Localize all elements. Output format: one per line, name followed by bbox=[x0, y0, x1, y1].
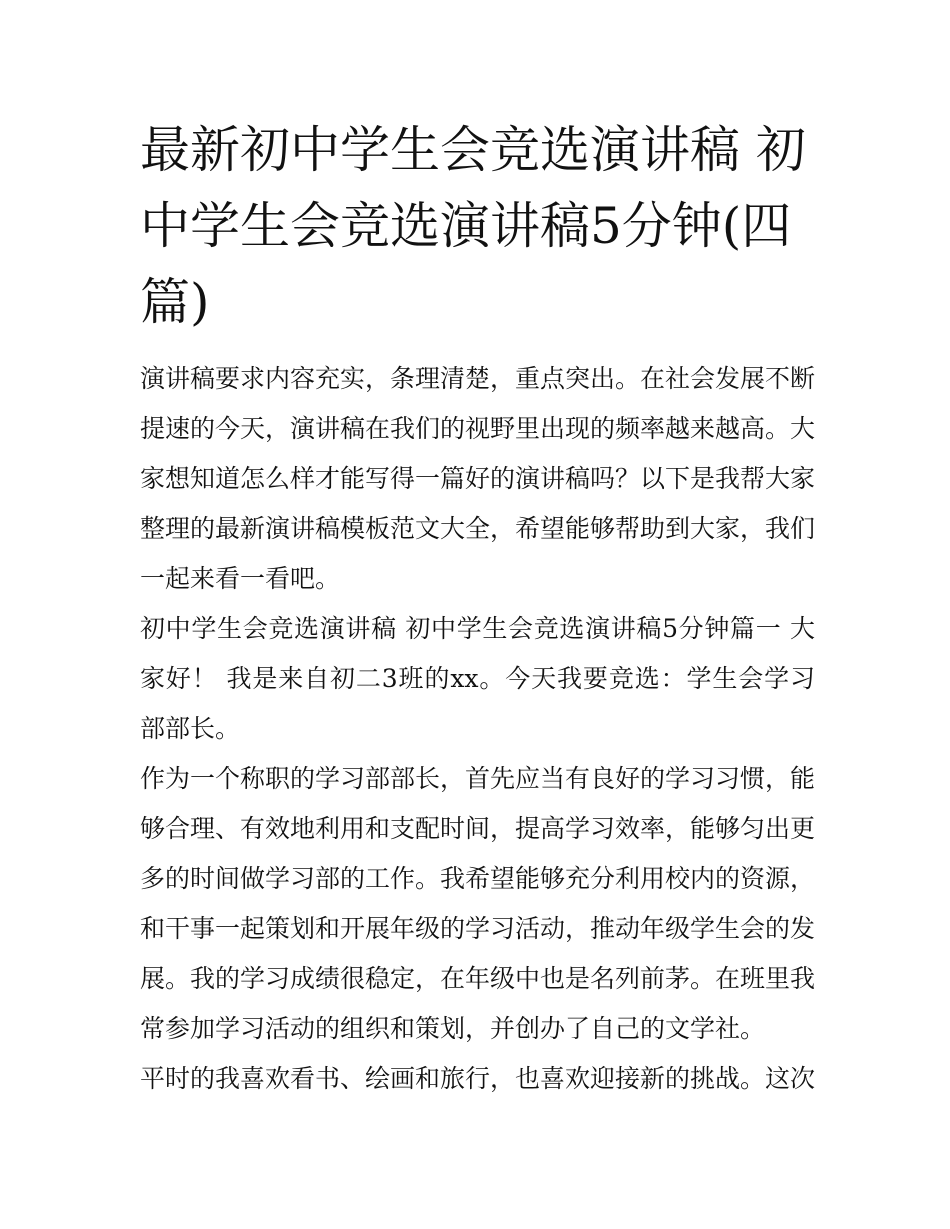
document-page bbox=[140, 112, 815, 1104]
paragraph-intro: 演讲稿要求内容充实，条理清楚，重点突出。在社会发展不断提速的今天，演讲稿在我们的视野里出现的频率越来越高。大家想知道怎么样才能写得一篇好的演讲稿吗？以下是我帮大家整理的最新演讲稿模板范文大全，希望能够帮助到大家，我们一起来看一看吧。 bbox=[140, 364, 816, 593]
document-title: 最新初中学生会竞选演讲稿 初中学生会竞选演讲稿5分钟(四篇) bbox=[140, 121, 806, 331]
paragraph-greeting: 初中学生会竞选演讲稿 初中学生会竞选演讲稿5分钟篇一 大家好！ 我是来自初二3班的xx。今天我要竞选：学生会学习部部长。 bbox=[140, 614, 815, 743]
paragraph-hobbies: 平时的我喜欢看书、绘画和旅行，也喜欢迎接新的挑战。这次 bbox=[140, 1064, 816, 1093]
paragraph-qualifications: 作为一个称职的学习部部长，首先应当有良好的学习习惯，能够合理、有效地利用和支配时间，提高学习效率，能够匀出更多的时间做学习部的工作。我希望能够充分利用校内的资源，和干事一起策划和开展年级的学习活动，推动年级学生会的发展。我的学习成绩很稳定，在年级中也是名列前茅。在班里我常参加学习活动的组织和策划，并创办了自己的文学社。 bbox=[140, 764, 816, 1043]
document-body bbox=[140, 354, 815, 1104]
